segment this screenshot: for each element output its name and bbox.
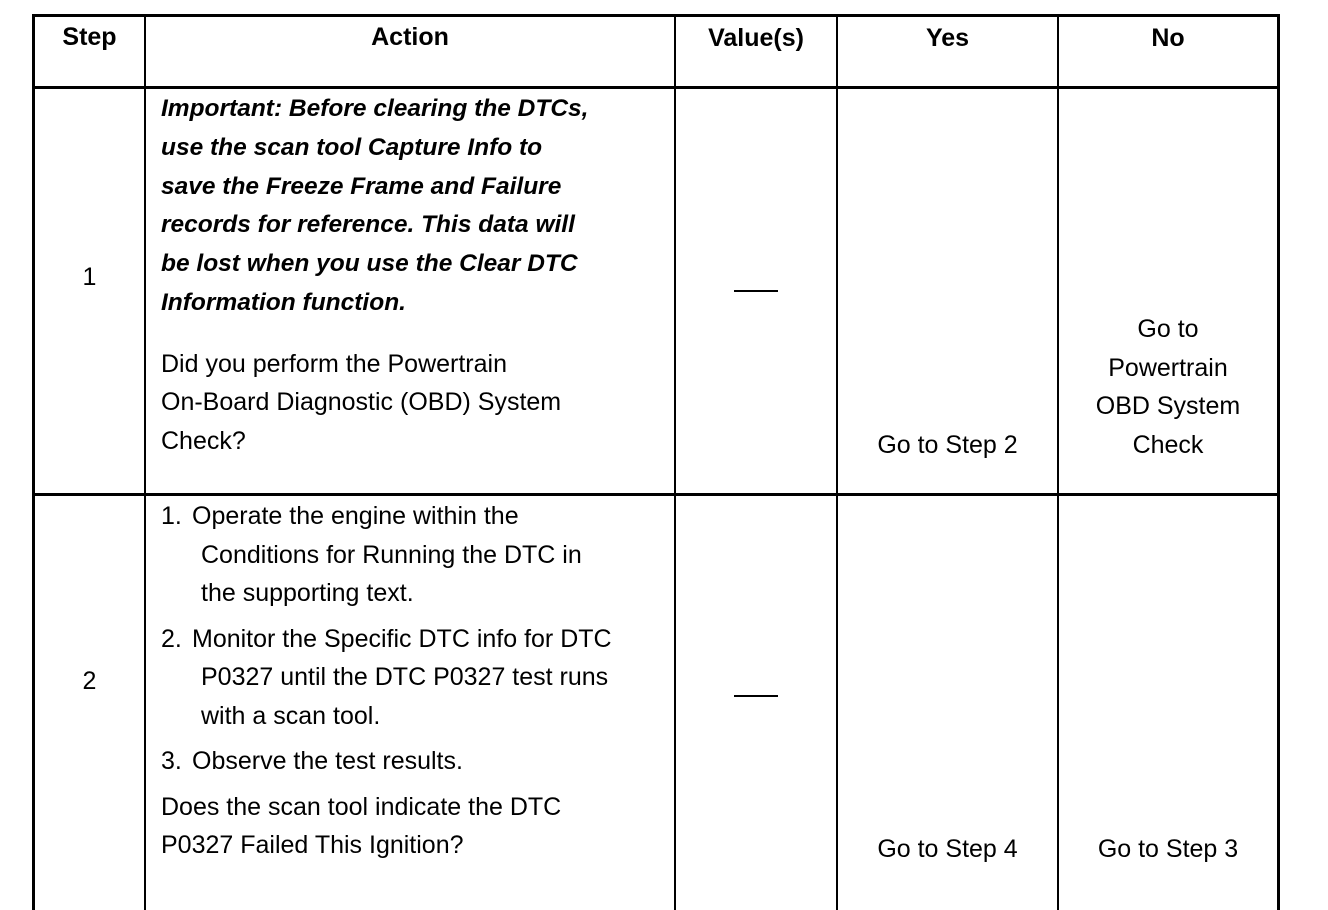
- column-divider: [674, 14, 676, 910]
- list-number: 2.: [161, 624, 182, 653]
- list-item: [161, 742, 671, 781]
- no-line: OBD System: [1095, 392, 1241, 420]
- question-line: Does the scan tool indicate the DTC: [161, 792, 562, 821]
- question-line: Did you perform the Powertrain: [161, 349, 507, 378]
- row1-value-dash: [734, 290, 778, 292]
- header-yes: Yes: [925, 24, 970, 52]
- header-values: Value(s): [708, 24, 804, 52]
- list-number: 1.: [161, 502, 182, 530]
- list-text: with a scan tool.: [201, 701, 381, 730]
- question-line: Check?: [161, 426, 246, 455]
- row2-no: Go to Step 3: [1097, 835, 1239, 863]
- list-number: 3.: [161, 747, 182, 775]
- important-line: use the scan tool Capture Info to: [161, 133, 543, 161]
- row1-no: [1059, 310, 1277, 464]
- important-note: [161, 90, 671, 323]
- important-line: Information function.: [161, 288, 406, 316]
- list-item: [161, 497, 671, 613]
- row2-step: 2: [82, 667, 97, 695]
- list-text: Observe the test results.: [192, 747, 463, 775]
- row1-step: 1: [82, 263, 97, 291]
- important-line: Important: Before clearing the DTCs,: [161, 95, 589, 122]
- list-text: Operate the engine within the: [192, 502, 519, 530]
- row1-action: [161, 90, 671, 460]
- no-line: Check: [1132, 430, 1204, 459]
- header-divider: [32, 86, 1280, 89]
- row2-action: [161, 497, 671, 865]
- column-divider: [144, 14, 146, 910]
- row-divider: [32, 493, 1280, 496]
- list-text: the supporting text.: [201, 579, 414, 607]
- important-line: records for reference. This data will: [161, 211, 575, 239]
- question-line: On-Board Diagnostic (OBD) System: [161, 388, 562, 417]
- important-line: be lost when you use the Clear DTC: [161, 250, 578, 278]
- list-text: Conditions for Running the DTC in: [201, 540, 582, 569]
- row2-value-dash: [734, 695, 778, 697]
- row1-yes: Go to Step 2: [877, 431, 1018, 459]
- list-text: P0327 until the DTC P0327 test runs: [201, 663, 609, 691]
- no-line: Powertrain: [1108, 353, 1228, 382]
- list-item: [161, 620, 671, 736]
- row2-question: [161, 788, 671, 865]
- header-no: No: [1151, 24, 1185, 52]
- row1-question: [161, 345, 671, 461]
- header-step: Step: [62, 23, 117, 51]
- question-line: P0327 Failed This Ignition?: [161, 831, 464, 859]
- important-line: save the Freeze Frame and Failure: [161, 172, 562, 200]
- list-text: Monitor the Specific DTC info for DTC: [192, 624, 612, 653]
- no-line: Go to: [1137, 315, 1199, 343]
- header-action: Action: [371, 23, 449, 51]
- row2-yes: Go to Step 4: [877, 835, 1018, 863]
